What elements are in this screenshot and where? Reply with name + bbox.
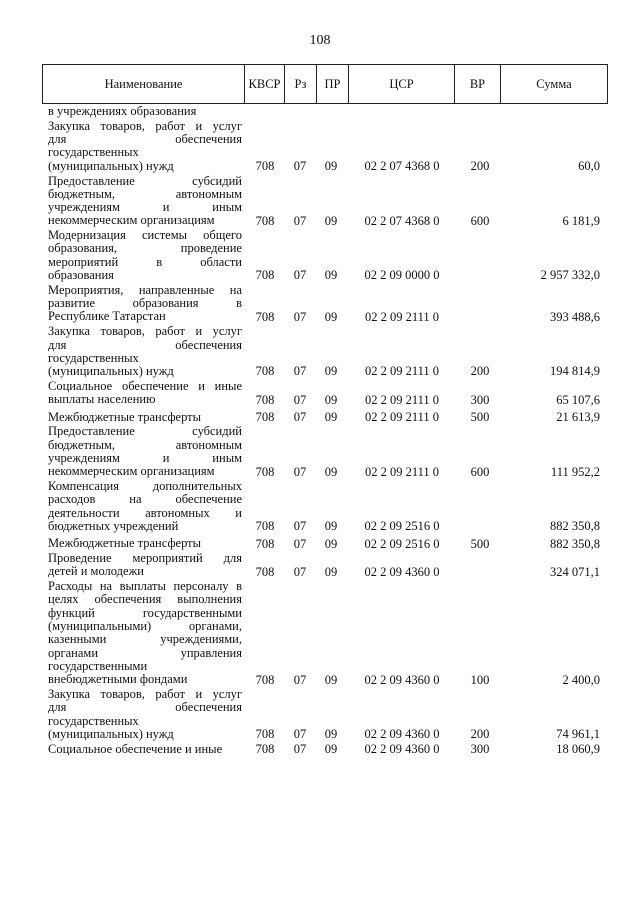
cell-vr: 300 (470, 392, 490, 407)
cell-rz: 07 (293, 536, 307, 551)
cell-kvsr: 708 (255, 309, 275, 324)
cell-sum: 18 060,9 (556, 742, 600, 757)
cell-vr: 500 (470, 536, 490, 551)
row-name-line: целях обеспечения выполнения (48, 593, 242, 607)
cell-pr: 09 (324, 409, 338, 424)
row-name-line: внебюджетными фондами (48, 672, 188, 687)
row-name (48, 580, 242, 686)
cell-kvsr: 708 (255, 464, 275, 479)
row-name-line: Предоставление субсидий (48, 174, 242, 188)
cell-vr: 200 (470, 158, 490, 173)
row-name-line: органами управления (48, 646, 242, 660)
cell-rz: 07 (293, 213, 307, 228)
row-name-line: Закупка товаров, работ и услуг (48, 325, 242, 339)
cell-csr: 02 2 09 4360 0 (364, 672, 440, 687)
cell-pr: 09 (324, 464, 338, 479)
cell-csr: 02 2 07 4368 0 (364, 213, 440, 228)
cell-pr: 09 (324, 727, 338, 742)
cell-csr: 02 2 09 2111 0 (364, 392, 440, 407)
cell-sum: 65 107,6 (556, 392, 600, 407)
cell-kvsr: 708 (255, 536, 275, 551)
cell-rz: 07 (293, 519, 307, 534)
cell-pr: 09 (324, 519, 338, 534)
cell-sum: 21 613,9 (556, 409, 600, 424)
row-name-line: деятельности автономных и (48, 506, 242, 520)
cell-kvsr: 708 (255, 213, 275, 228)
row-name-line: Закупка товаров, работ и услуг (48, 119, 242, 133)
row-name-line: Социальное обеспечение и иные (48, 380, 242, 393)
header-pr: ПР (317, 65, 349, 103)
row-name-line: государственными (48, 659, 148, 673)
cell-rz: 07 (293, 392, 307, 407)
cell-csr: 02 2 09 2516 0 (364, 519, 440, 534)
cell-vr: 600 (470, 464, 490, 479)
table-row (0, 411, 640, 424)
table-row (0, 688, 640, 741)
table-row (0, 480, 640, 533)
row-name-line: казенными учреждениями, (48, 633, 242, 647)
cell-kvsr: 708 (255, 158, 275, 173)
cell-csr: 02 2 09 2111 0 (364, 309, 440, 324)
cell-pr: 09 (324, 672, 338, 687)
row-name (48, 480, 242, 533)
row-name-line: Проведение мероприятий для (48, 552, 242, 566)
table-row (0, 325, 640, 378)
row-name (48, 537, 242, 550)
cell-csr: 02 2 09 2516 0 (364, 536, 440, 551)
table-row (0, 425, 640, 478)
table-row (0, 105, 640, 118)
table-row (0, 175, 640, 228)
row-name-line: Модернизация системы общего (48, 229, 242, 243)
cell-csr: 02 2 07 4368 0 (364, 158, 440, 173)
cell-rz: 07 (293, 727, 307, 742)
cell-rz: 07 (293, 564, 307, 579)
cell-pr: 09 (324, 309, 338, 324)
cell-pr: 09 (324, 564, 338, 579)
cell-kvsr: 708 (255, 519, 275, 534)
header-vr: ВР (455, 65, 501, 103)
cell-kvsr: 708 (255, 268, 275, 283)
row-name-line: учреждениям и иным (48, 451, 242, 465)
cell-csr: 02 2 09 2111 0 (364, 464, 440, 479)
row-name (48, 120, 242, 173)
cell-sum: 194 814,9 (550, 364, 600, 379)
row-name (48, 284, 242, 324)
cell-csr: 02 2 09 2111 0 (364, 409, 440, 424)
cell-pr: 09 (324, 742, 338, 757)
row-name-line: государственных (48, 351, 139, 365)
row-name-line: Межбюджетные трансферты (48, 409, 202, 424)
cell-kvsr: 708 (255, 727, 275, 742)
cell-sum: 324 071,1 (550, 564, 600, 579)
row-name-line: Расходы на выплаты персоналу в (48, 580, 242, 594)
table-header (42, 64, 608, 104)
row-name-line: расходов на обеспечение (48, 493, 242, 507)
row-name-line: бюджетных учреждений (48, 518, 179, 533)
row-name-line: образования (48, 268, 114, 283)
row-name-line: государственных (48, 146, 139, 160)
cell-vr: 500 (470, 409, 490, 424)
row-name (48, 552, 242, 579)
cell-kvsr: 708 (255, 742, 275, 757)
cell-rz: 07 (293, 672, 307, 687)
cell-rz: 07 (293, 409, 307, 424)
table-row (0, 380, 640, 407)
cell-rz: 07 (293, 268, 307, 283)
header-csr: ЦСР (349, 65, 455, 103)
header-sum: Сумма (536, 76, 572, 91)
row-name (48, 688, 242, 741)
row-name-line: Республике Татарстан (48, 309, 166, 324)
row-name-line: образования, проведение (48, 242, 242, 256)
cell-sum: 882 350,8 (550, 519, 600, 534)
row-name-line: учреждениям и иным (48, 201, 242, 215)
row-name-line: (муниципальных) нужд (48, 364, 174, 379)
cell-sum: 111 952,2 (550, 464, 600, 479)
header-name: Наименование (43, 65, 245, 103)
row-name-line: государственных (48, 714, 139, 728)
cell-csr: 02 2 09 4360 0 (364, 742, 440, 757)
row-name (48, 380, 242, 407)
row-name-line: для обеспечения (48, 701, 242, 715)
cell-rz: 07 (293, 464, 307, 479)
row-name-line: Предоставление субсидий (48, 425, 242, 439)
cell-kvsr: 708 (255, 409, 275, 424)
row-name-line: функций государственными (48, 606, 242, 620)
cell-csr: 02 2 09 2111 0 (364, 364, 440, 379)
cell-csr: 02 2 09 4360 0 (364, 727, 440, 742)
cell-pr: 09 (324, 392, 338, 407)
row-name-line: некоммерческим организациям (48, 213, 215, 228)
cell-kvsr: 708 (255, 564, 275, 579)
row-name (48, 175, 242, 228)
table-row (0, 284, 640, 324)
cell-sum: 2 400,0 (562, 672, 600, 687)
table-row (0, 120, 640, 173)
cell-pr: 09 (324, 268, 338, 283)
cell-sum: 6 181,9 (562, 213, 600, 228)
cell-vr: 200 (470, 727, 490, 742)
cell-vr: 600 (470, 213, 490, 228)
cell-pr: 09 (324, 213, 338, 228)
cell-vr: 200 (470, 364, 490, 379)
cell-csr: 02 2 09 0000 0 (364, 268, 440, 283)
row-name (48, 425, 242, 478)
cell-vr: 300 (470, 742, 490, 757)
cell-vr: 100 (470, 672, 490, 687)
table-row (0, 229, 640, 282)
cell-rz: 07 (293, 309, 307, 324)
row-name-line: для обеспечения (48, 133, 242, 147)
row-name (48, 105, 242, 118)
row-name-line: развитие образования в (48, 297, 242, 311)
table-row (0, 552, 640, 579)
cell-sum: 882 350,8 (550, 536, 600, 551)
cell-rz: 07 (293, 364, 307, 379)
cell-pr: 09 (324, 364, 338, 379)
table-row (0, 537, 640, 550)
cell-kvsr: 708 (255, 392, 275, 407)
row-name-line: Компенсация дополнительных (48, 480, 242, 494)
header-rz: Рз (285, 65, 317, 103)
row-name-line: Социальное обеспечение и иные (48, 741, 223, 756)
cell-rz: 07 (293, 158, 307, 173)
row-name-line: мероприятий в области (48, 255, 242, 269)
cell-pr: 09 (324, 158, 338, 173)
row-name-line: детей и молодежи (48, 564, 144, 579)
row-name-line: Межбюджетные трансферты (48, 536, 202, 551)
row-name-line: бюджетным, автономным (48, 187, 242, 201)
row-name-line: Закупка товаров, работ и услуг (48, 688, 242, 702)
header-kvsr: КВСР (245, 65, 285, 103)
cell-sum: 74 961,1 (556, 727, 600, 742)
row-name (48, 411, 242, 424)
page-number: 108 (309, 33, 331, 48)
table-row (0, 580, 640, 686)
row-name-line: для обеспечения (48, 338, 242, 352)
row-name-line: Мероприятия, направленные на (48, 283, 242, 297)
cell-kvsr: 708 (255, 672, 275, 687)
cell-sum: 393 488,6 (550, 309, 600, 324)
cell-sum: 60,0 (578, 158, 600, 173)
cell-pr: 09 (324, 536, 338, 551)
row-name-line: некоммерческим организациям (48, 464, 215, 479)
table-row (0, 743, 640, 756)
cell-sum: 2 957 332,0 (540, 268, 600, 283)
cell-csr: 02 2 09 4360 0 (364, 564, 440, 579)
cell-rz: 07 (293, 742, 307, 757)
row-name-line: (муниципальных) нужд (48, 726, 174, 741)
row-name (48, 325, 242, 378)
row-name-line: выплаты населению (48, 392, 156, 407)
row-name-line: (муниципальных) нужд (48, 158, 174, 173)
row-name-line: в учреждениях образования (48, 104, 197, 118)
row-name-line: бюджетным, автономным (48, 438, 242, 452)
row-name (48, 743, 242, 756)
row-name-line: (муниципальными) органами, (48, 620, 242, 634)
row-name (48, 229, 242, 282)
cell-kvsr: 708 (255, 364, 275, 379)
